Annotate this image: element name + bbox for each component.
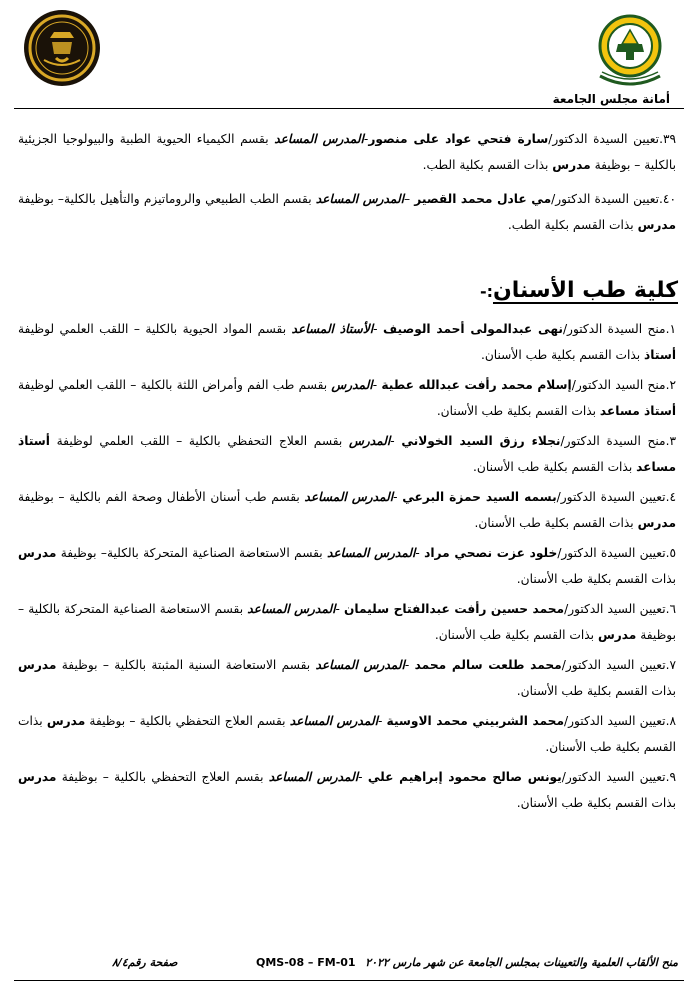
list-item: ٧.تعيين السيد الدكتور/محمد طلعت سالم محمد -المدرس المساعد بقسم الاستعاضة السنية المثبتة بالكلية – بوظيفة مدرس بذات القسم بكلية طب الأسنان. [18, 658, 677, 698]
list-item: ٩.تعيين السيد الدكتور/يونس صالح محمود إبراهيم علي -المدرس المساعد بقسم العلاج التحفظي بالكلية – بوظيفة مدرس بذات القسم بكلية طب الأسنان. [18, 770, 676, 810]
council-secretariat-label: أمانة مجلس الجامعة [552, 92, 670, 106]
page-footer [0, 956, 698, 978]
medicine-items-list [18, 126, 676, 246]
golden-jubilee-logo [22, 8, 102, 88]
list-item: ٤.تعيين السيدة الدكتور/بسمه السيد حمزة البرعي -المدرس المساعد بقسم طب أسنان الأطفال وصحة الفم بالكلية – بوظيفة مدرس بذات القسم بكلية طب الأسنان. [18, 490, 676, 530]
list-item: ٨.تعيين السيد الدكتور/محمد الشربيني محمد الاوسية -المدرس المساعد بقسم العلاج التحفظي بالكلية – بوظيفة مدرس بذات القسم بكلية طب الأسنان. [18, 714, 676, 754]
page-number: صفحة رقم٨/٤ [112, 956, 178, 969]
list-item: ٦.تعيين السيد الدكتور/محمد حسين رأفت عبدالفتاح سليمان -المدرس المساعد بقسم الاستعاضة الصناعية المتحركة بالكلية – بوظيفة مدرس بذات القسم بكلية طب الأسنان. [18, 602, 677, 642]
list-item: ١.منح السيدة الدكتور/نهى عبدالمولى أحمد الوصيف -الأستاذ المساعد بقسم المواد الحيوية بالكلية – اللقب العلمي لوظيفة أستاذ بذات القسم بكلية طب الأسنان. [18, 322, 676, 362]
dentistry-section-title: كلية طب الأسنان:- [479, 278, 678, 303]
dentistry-items-list [18, 316, 676, 820]
list-item: ٥.تعيين السيدة الدكتور/خلود عزت نصحي مراد -المدرس المساعد بقسم الاستعاضة الصناعية المتحركة بالكلية– بوظيفة مدرس بذات القسم بكلية طب الأسنان. [18, 546, 677, 586]
list-item: ٤٠.تعيين السيدة الدكتور/مي عادل محمد القصير –المدرس المساعد بقسم الطب الطبيعي والروماتيزم والتأهيل بالكلية– بوظيفة مدرس بذات القسم بكلية الطب. [18, 192, 677, 232]
mansoura-university-logo [592, 12, 668, 94]
list-item: ٣٩.تعيين السيدة الدكتور/سارة فتحي عواد على منصور-المدرس المساعد بقسم الكيمياء الحيوية الطبية والبيولوجيا الجزيئية بالكلية – بوظيفة مدرس بذات القسم بكلية الطب. [18, 132, 677, 172]
footer-description: منح الألقاب العلمية والتعيينات بمجلس الجامعة عن شهر مارس ٢٠٢٢ [365, 956, 678, 969]
footer-divider [14, 980, 684, 981]
list-item: ٣.منح السيدة الدكتور/نجلاء رزق السيد الخولاني -المدرس بقسم العلاج التحفظي بالكلية – اللقب العلمي لوظيفة أستاذ مساعد بذات القسم بكلية طب الأسنان. [18, 434, 676, 474]
form-code: QMS-08 – FM-01 [256, 956, 356, 969]
list-item: ٢.منح السيد الدكتور/إسلام محمد رأفت عبدالله عطية -المدرس بقسم طب الفم وأمراض اللثة بالكلية – اللقب العلمي لوظيفة أستاذ مساعد بذات القسم بكلية طب الأسنان. [18, 378, 677, 418]
header-divider [14, 108, 684, 109]
